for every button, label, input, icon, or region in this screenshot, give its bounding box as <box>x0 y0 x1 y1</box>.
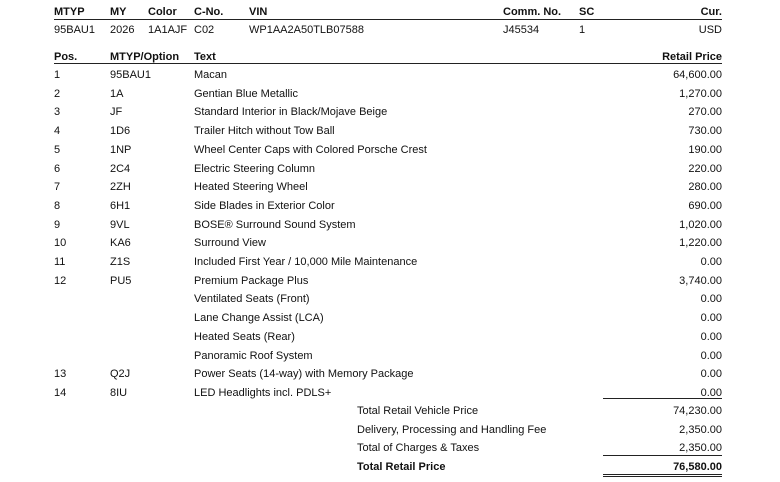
total-retail-price-value: 76,580.00 <box>673 461 722 473</box>
row-description: Wheel Center Caps with Colored Porsche Crest <box>194 144 427 156</box>
row-description: Lane Change Assist (LCA) <box>194 312 324 324</box>
row-option-code: 6H1 <box>110 200 131 212</box>
row-price: 3,740.00 <box>679 275 722 287</box>
row-option-code: 1D6 <box>110 125 131 137</box>
comm-no-label: Comm. No. <box>503 6 562 18</box>
row-price: 0.00 <box>700 293 722 305</box>
vin-label: VIN <box>249 6 268 18</box>
row-price: 270.00 <box>688 106 722 118</box>
row-pos: 3 <box>54 106 61 118</box>
grand-total-divider <box>603 455 722 456</box>
row-description: Ventilated Seats (Front) <box>194 293 310 305</box>
option-column-header: MTYP/Option <box>110 51 180 63</box>
row-option-code: PU5 <box>110 275 132 287</box>
row-price: 0.00 <box>700 368 722 380</box>
table-header-divider <box>54 63 722 64</box>
row-pos: 6 <box>54 163 61 175</box>
row-price: 0.00 <box>700 256 722 268</box>
row-pos: 8 <box>54 200 61 212</box>
row-pos: 7 <box>54 181 61 193</box>
row-option-code: 9VL <box>110 219 130 231</box>
row-description: Premium Package Plus <box>194 275 309 287</box>
double-underline-bottom <box>603 476 722 477</box>
c-no-label: C-No. <box>194 6 224 18</box>
charges-taxes-label: Total of Charges & Taxes <box>357 442 480 454</box>
row-description: Heated Seats (Rear) <box>194 331 295 343</box>
row-pos: 10 <box>54 237 67 249</box>
row-price: 1,270.00 <box>679 88 722 100</box>
currency-value: USD <box>698 24 722 36</box>
row-price: 64,600.00 <box>673 69 722 81</box>
row-option-code: KA6 <box>110 237 131 249</box>
text-column-header: Text <box>194 51 216 63</box>
currency-label: Cur. <box>700 6 722 18</box>
row-price: 0.00 <box>700 331 722 343</box>
row-pos: 5 <box>54 144 61 156</box>
total-retail-vehicle-price-label: Total Retail Vehicle Price <box>357 405 479 417</box>
row-option-code: 2ZH <box>110 181 131 193</box>
row-pos: 1 <box>54 69 61 81</box>
row-description: LED Headlights incl. PDLS+ <box>194 387 332 399</box>
vin-value: WP1AA2A50TLB07588 <box>249 24 364 36</box>
double-underline-top <box>603 474 722 475</box>
row-price: 0.00 <box>700 312 722 324</box>
header-divider <box>54 19 722 20</box>
row-description: Standard Interior in Black/Mojave Beige <box>194 106 388 118</box>
row-price: 1,020.00 <box>679 219 722 231</box>
row-price: 0.00 <box>700 350 722 362</box>
row-description: Trailer Hitch without Tow Ball <box>194 125 335 137</box>
row-option-code: 95BAU1 <box>110 69 151 81</box>
row-pos: 4 <box>54 125 61 137</box>
row-price: 690.00 <box>688 200 722 212</box>
row-option-code: 1A <box>110 88 124 100</box>
row-description: Included First Year / 10,000 Mile Maintenance <box>194 256 418 268</box>
charges-taxes-value: 2,350.00 <box>679 442 722 454</box>
mtyp-label: MTYP <box>54 6 85 18</box>
row-description: BOSE® Surround Sound System <box>194 219 356 231</box>
sc-label: SC <box>579 6 595 18</box>
row-price: 190.00 <box>688 144 722 156</box>
row-price: 220.00 <box>688 163 722 175</box>
mtyp-value: 95BAU1 <box>54 24 95 36</box>
row-description: Gentian Blue Metallic <box>194 88 298 100</box>
row-option-code: Q2J <box>110 368 131 380</box>
row-price: 280.00 <box>688 181 722 193</box>
row-option-code: JF <box>110 106 123 118</box>
row-description: Panoramic Roof System <box>194 350 313 362</box>
c-no-value: C02 <box>194 24 215 36</box>
row-pos: 9 <box>54 219 61 231</box>
my-label: MY <box>110 6 127 18</box>
row-option-code: 2C4 <box>110 163 131 175</box>
total-retail-price-label: Total Retail Price <box>357 461 446 473</box>
row-description: Electric Steering Column <box>194 163 316 175</box>
total-retail-vehicle-price-value: 74,230.00 <box>673 405 722 417</box>
row-description: Heated Steering Wheel <box>194 181 308 193</box>
row-price: 730.00 <box>688 125 722 137</box>
subtotal-divider <box>603 398 722 399</box>
pos-column-header: Pos. <box>54 51 78 63</box>
sc-value: 1 <box>579 24 586 36</box>
row-pos: 2 <box>54 88 61 100</box>
row-description: Power Seats (14-way) with Memory Package <box>194 368 414 380</box>
price-column-header: Retail Price <box>662 51 722 63</box>
comm-no-value: J45534 <box>503 24 540 36</box>
delivery-fee-value: 2,350.00 <box>679 424 722 436</box>
row-pos: 13 <box>54 368 67 380</box>
color-value: 1A1AJF <box>148 24 188 36</box>
row-price: 1,220.00 <box>679 237 722 249</box>
my-value: 2026 <box>110 24 135 36</box>
row-option-code: 8IU <box>110 387 128 399</box>
row-price: 0.00 <box>700 387 722 399</box>
row-option-code: Z1S <box>110 256 131 268</box>
row-description: Side Blades in Exterior Color <box>194 200 335 212</box>
delivery-fee-label: Delivery, Processing and Handling Fee <box>357 424 547 436</box>
row-option-code: 1NP <box>110 144 132 156</box>
row-pos: 11 <box>54 256 66 268</box>
row-pos: 12 <box>54 275 67 287</box>
row-pos: 14 <box>54 387 67 399</box>
row-description: Macan <box>194 69 228 81</box>
row-description: Surround View <box>194 237 266 249</box>
color-label: Color <box>148 6 177 18</box>
